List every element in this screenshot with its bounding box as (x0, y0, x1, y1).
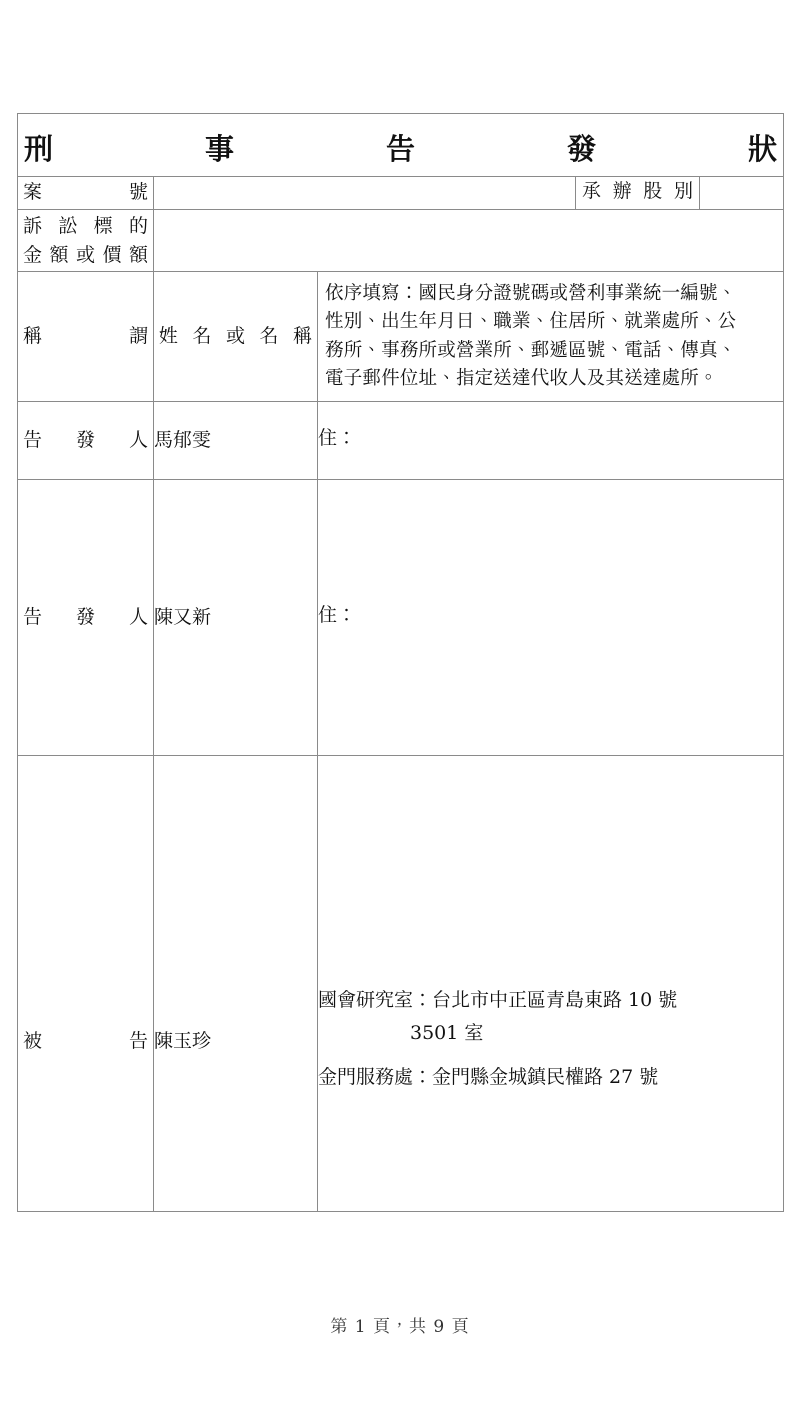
party-role-cell-1 (18, 402, 154, 480)
claim-label-l2-c2: 額 (49, 243, 69, 266)
case-number-label-char-2: 號 (128, 181, 148, 204)
claim-label-l1-c1: 訴 (23, 215, 43, 237)
claim-label-l2-c1: 金 (23, 243, 43, 266)
name-char-1: 姓 (159, 324, 179, 347)
title-char-5: 狀 (748, 132, 778, 167)
appellation-char-1: 稱 (23, 324, 43, 347)
instructions-line-4: 電子郵件位址、指定送達代收人及其送達處所。 (325, 367, 718, 389)
page-title (18, 114, 783, 176)
claim-label-l2-c3: 或 (75, 243, 95, 266)
claim-amount-label-line-1 (23, 212, 148, 241)
party-role-1 (18, 426, 153, 455)
party-2-role-char-2: 發 (75, 605, 95, 628)
name-char-4: 名 (259, 324, 279, 347)
complaint-form-table (17, 113, 784, 1212)
table-row (18, 480, 784, 756)
name-char-2: 名 (192, 324, 212, 347)
column-headers-row (18, 272, 784, 402)
claim-label-l1-c4: 的 (128, 215, 148, 237)
handler-label-char-4: 別 (673, 180, 693, 202)
defendant-address-line-1[interactable]: 國會研究室：台北市中正區青島東路 10 號 (318, 988, 678, 1011)
party-role-2 (18, 603, 153, 632)
case-number-input[interactable] (154, 177, 575, 209)
handler-label-char-3: 股 (643, 180, 663, 202)
instructions-line-2: 性別、出生年月日、職業、住居所、就業處所、公 (325, 311, 737, 333)
claim-amount-label-cell (18, 210, 154, 272)
party-1-role-char-2: 發 (75, 428, 95, 451)
title-row (18, 114, 784, 177)
case-number-label (18, 178, 153, 207)
instructions-text (318, 277, 783, 395)
party-2-role-char-1: 告 (23, 605, 43, 628)
title-char-3: 告 (386, 132, 416, 167)
defendant-address-line-1-continuation[interactable]: 3501 室 (410, 1022, 484, 1045)
party-name-2[interactable]: 陳又新 (154, 480, 318, 756)
claim-label-l1-c2: 訟 (58, 215, 78, 237)
party-1-role-char-1: 告 (23, 428, 43, 451)
party-2-address-line[interactable]: 住： (318, 603, 357, 626)
document-title-cell (18, 114, 784, 177)
handler-label-cell (575, 177, 699, 209)
claim-amount-label (18, 212, 153, 269)
party-name-1[interactable]: 馬郁雯 (154, 402, 318, 480)
party-1-role-char-3: 人 (128, 428, 148, 451)
claim-label-l2-c5: 額 (128, 243, 148, 266)
party-details-cell-1 (318, 402, 784, 480)
appellation-char-2: 謂 (128, 324, 148, 347)
claim-amount-row (18, 210, 784, 272)
case-number-row (18, 177, 784, 210)
page-footer: 第 1 頁，共 9 頁 (330, 1317, 470, 1337)
appellation-header (18, 322, 153, 351)
party-1-address-line[interactable]: 住： (318, 426, 357, 449)
appellation-header-cell (18, 272, 154, 402)
defendant-address-line-2[interactable]: 金門服務處：金門縣金城鎮民權路 27 號 (318, 1065, 659, 1088)
name-char-5: 稱 (292, 324, 312, 347)
title-char-4: 發 (567, 132, 597, 167)
title-char-2: 事 (205, 132, 235, 167)
case-number-label-cell (18, 177, 154, 210)
name-char-3: 或 (225, 324, 245, 347)
claim-amount-input[interactable] (154, 210, 784, 272)
claim-amount-label-line-2 (23, 241, 148, 270)
defendant-name[interactable]: 陳玉珍 (154, 1029, 212, 1052)
instructions-cell (318, 272, 784, 402)
handler-input[interactable] (699, 177, 783, 209)
name-header-cell (154, 272, 318, 402)
title-char-1: 刑 (24, 132, 54, 167)
table-row (18, 756, 784, 1212)
claim-label-l2-c4: 價 (102, 243, 122, 266)
defendant-role (18, 1027, 153, 1056)
table-row (18, 402, 784, 480)
handler-label-char-1: 承 (582, 180, 602, 202)
case-number-label-char-1: 案 (23, 181, 43, 204)
defendant-name-wrapper (154, 756, 318, 1212)
defendant-details-cell (318, 756, 784, 1212)
party-details-cell-2 (318, 480, 784, 756)
party-2-role-char-3: 人 (128, 605, 148, 628)
handler-label (576, 177, 699, 206)
claim-label-l1-c3: 標 (93, 215, 113, 237)
party-role-cell-2 (18, 480, 154, 756)
defendant-role-char-2: 告 (128, 1029, 148, 1052)
defendant-role-cell (18, 756, 154, 1212)
handler-label-char-2: 辦 (612, 180, 632, 202)
defendant-role-char-1: 被 (23, 1029, 43, 1052)
name-header (154, 322, 317, 351)
case-number-value-cell (154, 177, 784, 210)
instructions-line-1: 依序填寫：國民身分證號碼或營利事業統一編號、 (325, 283, 737, 305)
instructions-line-3: 務所、事務所或營業所、郵遞區號、電話、傳真、 (325, 339, 737, 361)
